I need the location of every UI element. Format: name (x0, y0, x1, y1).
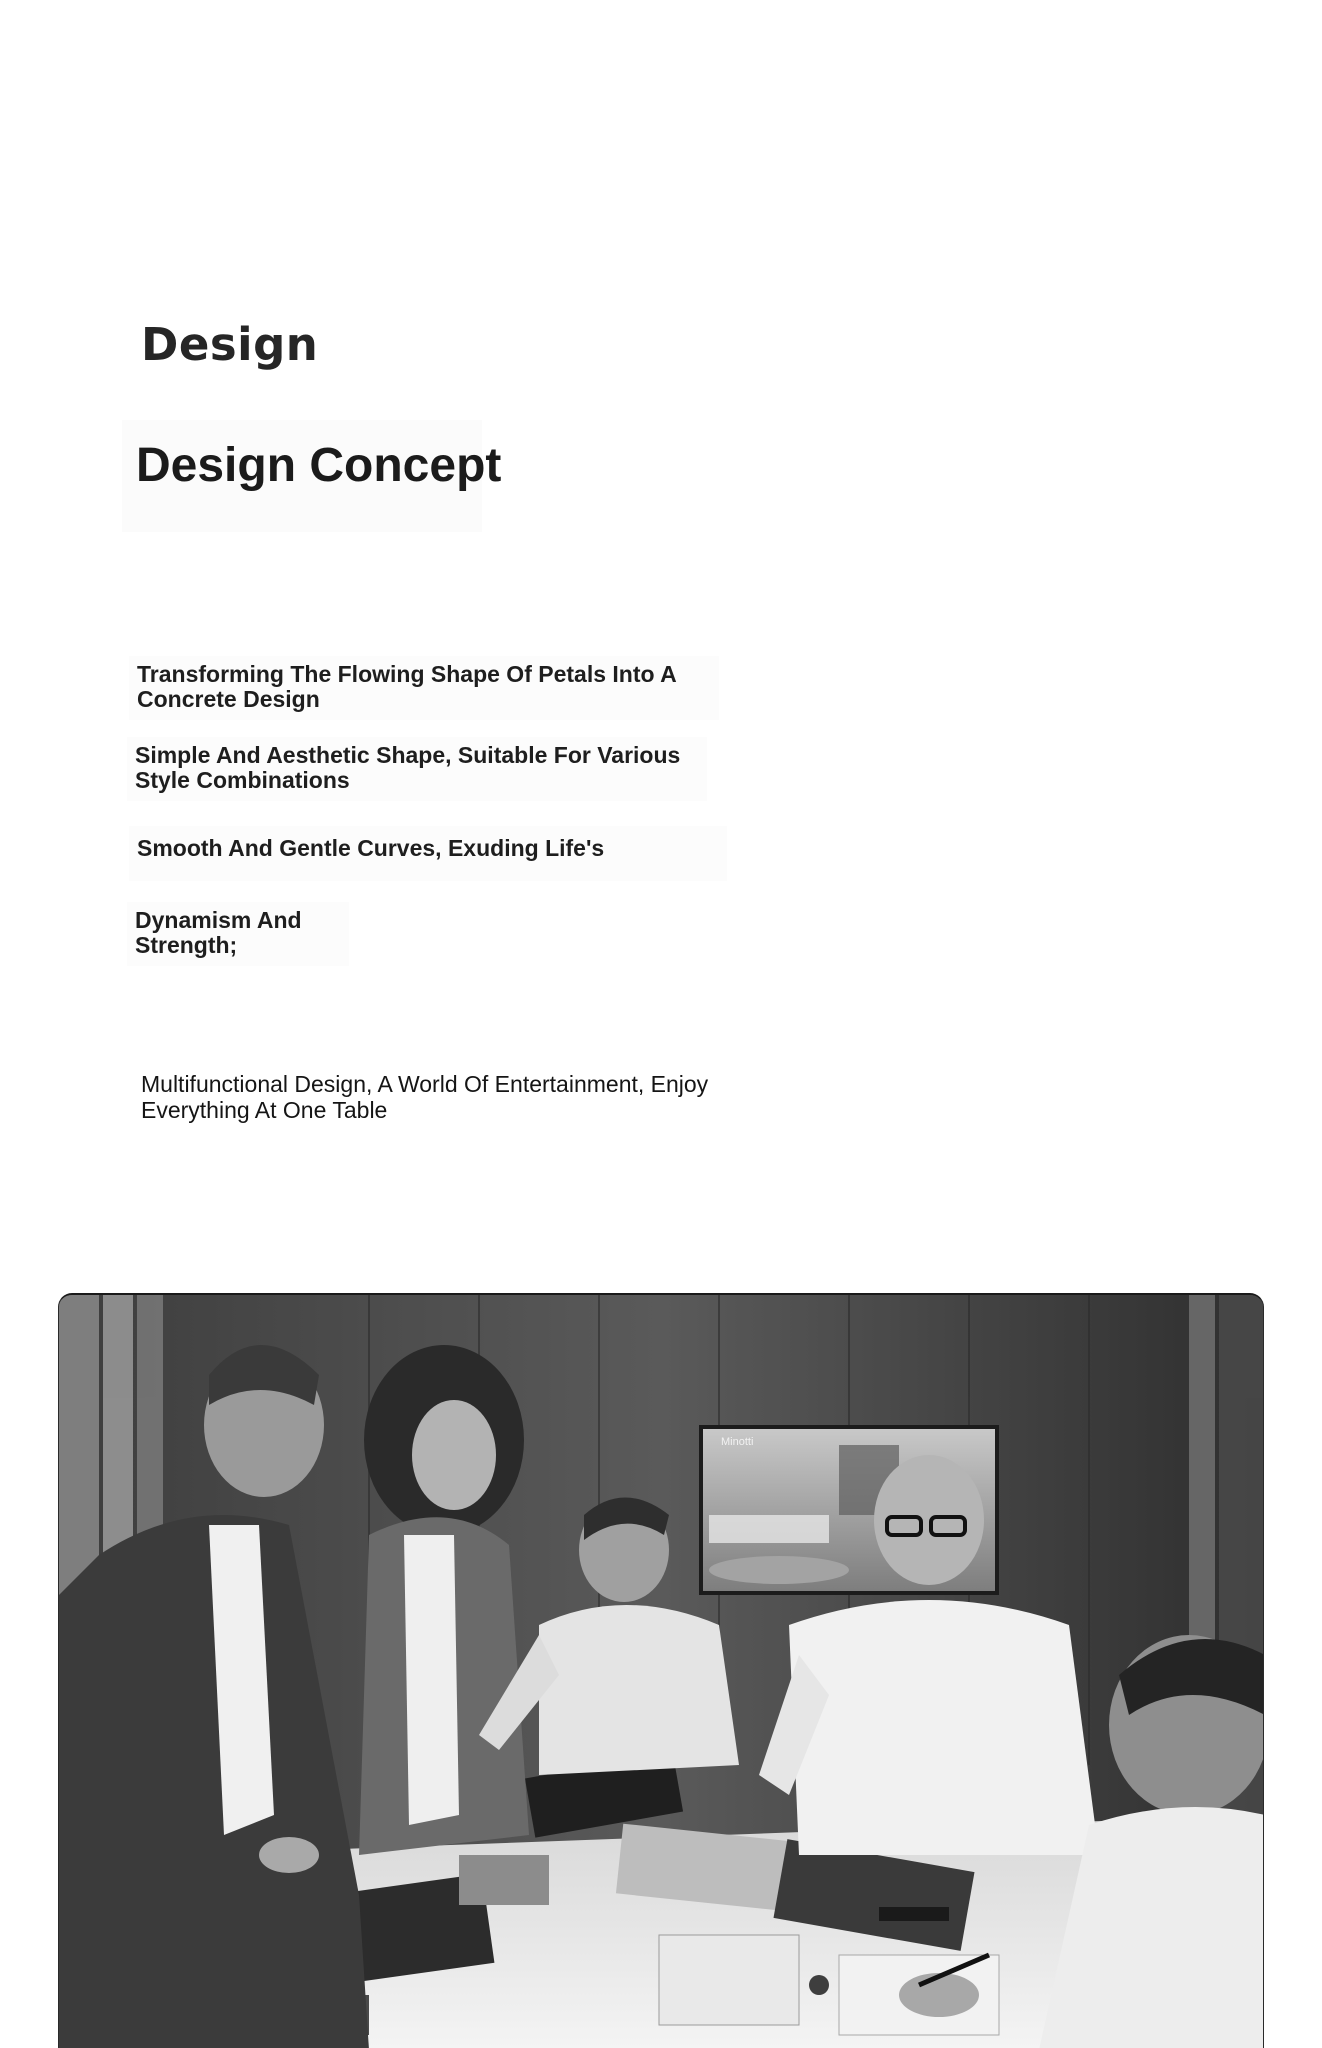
feature-smooth-curves: Smooth And Gentle Curves, Exuding Life's (129, 826, 727, 881)
feature-petal-shape: Transforming The Flowing Shape Of Petals Into A Concrete Design (129, 656, 719, 720)
section-label: Design (141, 318, 319, 371)
design-team-photo (58, 1293, 1264, 2048)
feature-dynamism: Dynamism And Strength; (127, 902, 349, 966)
tv-logo: Minotti (721, 1436, 754, 1448)
tagline: Multifunctional Design, A World Of Entertainment, Enjoy Everything At One Table (141, 1071, 709, 1123)
person-woman (359, 1345, 529, 1855)
page-title: Design Concept (136, 439, 502, 492)
feature-aesthetic-shape: Simple And Aesthetic Shape, Suitable For Various Style Combinations (127, 737, 707, 801)
photo-illustration (59, 1295, 1264, 2048)
